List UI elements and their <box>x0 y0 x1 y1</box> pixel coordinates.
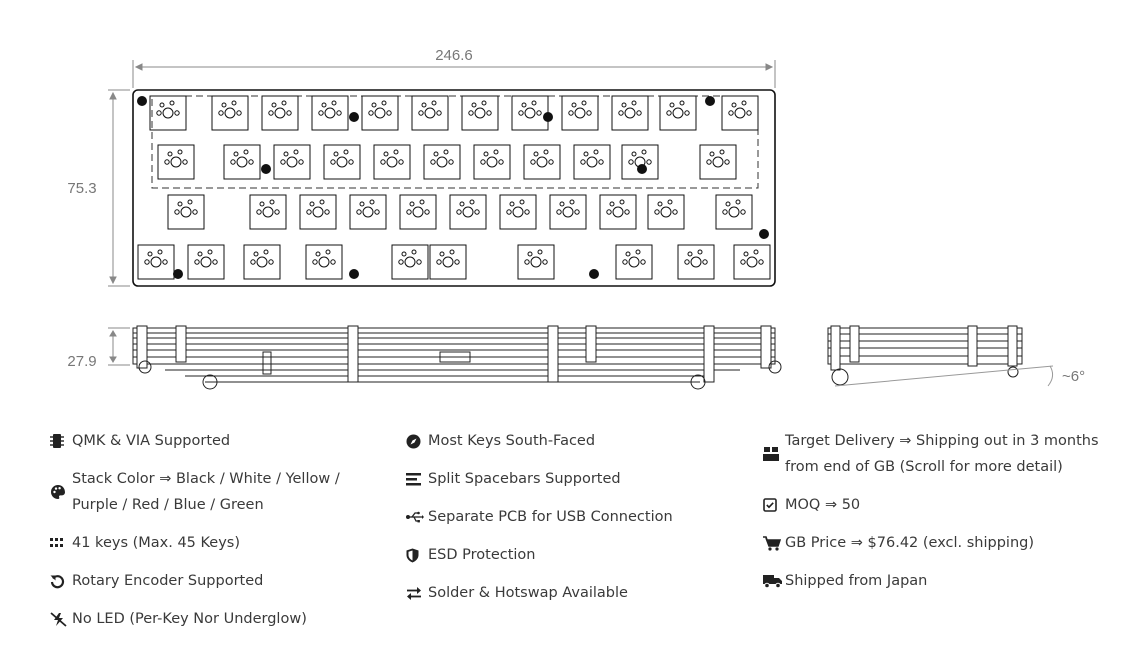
key-switch <box>374 145 410 179</box>
cart-icon <box>763 536 785 551</box>
feature-no-led <box>50 606 370 632</box>
key-switch <box>622 145 658 179</box>
key-switch <box>212 96 248 130</box>
thickness-dimension <box>108 328 130 365</box>
feature-list-left <box>50 428 370 644</box>
height-dimension-label: 75.3 <box>67 180 97 197</box>
screw-hole <box>173 269 183 279</box>
feature-gb-price <box>763 530 1103 556</box>
key-switch <box>722 96 758 130</box>
key-switch <box>562 96 598 130</box>
compass-icon <box>406 434 428 449</box>
feature-text: Split Spacebars Supported <box>428 471 621 487</box>
feature-stack-color <box>50 466 370 518</box>
key-switch <box>424 145 460 179</box>
shield-icon <box>406 548 428 563</box>
key-switch <box>648 195 684 229</box>
key-switch <box>400 195 436 229</box>
screw-hole <box>261 164 271 174</box>
key-switch <box>300 195 336 229</box>
key-switch <box>430 245 466 279</box>
thickness-dimension-label: 27.9 <box>67 353 97 370</box>
key-switch <box>550 195 586 229</box>
no-light-icon <box>50 612 72 627</box>
key-switch <box>512 96 548 130</box>
feature-esd <box>406 542 726 568</box>
feature-text: Stack Color ⇒ Black / White / Yellow / Purple / Red / Blue / Green <box>72 471 340 513</box>
swap-arrows-icon <box>406 587 428 600</box>
key-switch <box>306 245 342 279</box>
width-dimension <box>133 60 775 88</box>
key-switch <box>612 96 648 130</box>
feature-text: Most Keys South-Faced <box>428 433 596 449</box>
feature-text: MOQ ⇒ 50 <box>785 497 861 513</box>
key-switch <box>734 245 770 279</box>
key-switch <box>392 245 428 279</box>
feature-text: Rotary Encoder Supported <box>72 573 264 589</box>
feature-usb-pcb <box>406 504 726 530</box>
key-switch <box>250 195 286 229</box>
key-switch <box>600 195 636 229</box>
key-switch <box>474 145 510 179</box>
key-switch <box>450 195 486 229</box>
feature-split-spacebar <box>406 466 726 492</box>
feature-target-delivery <box>763 428 1103 480</box>
key-switch <box>524 145 560 179</box>
angle-dimension-label: ~6° <box>1062 368 1086 385</box>
key-switch <box>312 96 348 130</box>
side-view <box>133 326 781 389</box>
width-dimension-label: 246.6 <box>435 47 473 64</box>
feature-text: ESD Protection <box>428 547 536 563</box>
key-switch <box>616 245 652 279</box>
key-switch <box>362 96 398 130</box>
key-switch <box>158 145 194 179</box>
screw-hole <box>349 112 359 122</box>
feature-text: Solder & Hotswap Available <box>428 585 628 601</box>
key-switch <box>660 96 696 130</box>
end-view <box>828 326 1053 386</box>
feature-list-middle <box>406 428 726 618</box>
key-switch <box>224 145 260 179</box>
key-switch <box>716 195 752 229</box>
chip-icon <box>50 433 72 449</box>
feature-shipped-from <box>763 568 1103 594</box>
feature-text: Separate PCB for USB Connection <box>428 509 673 525</box>
key-switch <box>244 245 280 279</box>
screw-hole <box>589 269 599 279</box>
key-switch <box>462 96 498 130</box>
key-switch <box>138 245 174 279</box>
key-switch <box>518 245 554 279</box>
screw-hole <box>637 164 647 174</box>
grid-dots-icon <box>50 538 72 548</box>
feature-south-faced <box>406 428 726 454</box>
key-switch <box>350 195 386 229</box>
key-switch <box>678 245 714 279</box>
key-switch <box>500 195 536 229</box>
split-bars-icon <box>406 473 428 486</box>
feature-text: No LED (Per-Key Nor Underglow) <box>72 611 307 627</box>
feature-text: Target Delivery ⇒ Shipping out in 3 months from end of GB (Scroll for more detail) <box>785 433 1099 475</box>
key-switch <box>324 145 360 179</box>
key-switch <box>262 96 298 130</box>
truck-icon <box>763 574 785 588</box>
feature-list-right <box>763 428 1103 606</box>
screw-hole <box>349 269 359 279</box>
key-switch <box>168 195 204 229</box>
box-icon <box>763 447 785 461</box>
key-switch <box>412 96 448 130</box>
keyboard-inner-outline <box>152 96 758 188</box>
feature-key-count <box>50 530 370 556</box>
screw-hole <box>759 229 769 239</box>
feature-solder-hotswap <box>406 580 726 606</box>
screw-hole <box>137 96 147 106</box>
feature-text: 41 keys (Max. 45 Keys) <box>72 535 241 551</box>
feature-qmk-via <box>50 428 370 454</box>
key-switch <box>574 145 610 179</box>
key-switch <box>274 145 310 179</box>
screw-hole <box>705 96 715 106</box>
feature-text: Shipped from Japan <box>785 573 928 589</box>
height-dimension <box>108 90 130 286</box>
feature-moq <box>763 492 1103 518</box>
rotate-icon <box>50 574 72 589</box>
key-switch <box>150 96 186 130</box>
key-switch <box>700 145 736 179</box>
key-switch <box>188 245 224 279</box>
palette-icon <box>50 484 72 500</box>
feature-text: QMK & VIA Supported <box>72 433 231 449</box>
feature-rotary-encoder <box>50 568 370 594</box>
screw-hole <box>543 112 553 122</box>
feature-text: GB Price ⇒ $76.42 (excl. shipping) <box>785 535 1035 551</box>
checkbox-icon <box>763 498 785 512</box>
usb-icon <box>406 511 428 523</box>
